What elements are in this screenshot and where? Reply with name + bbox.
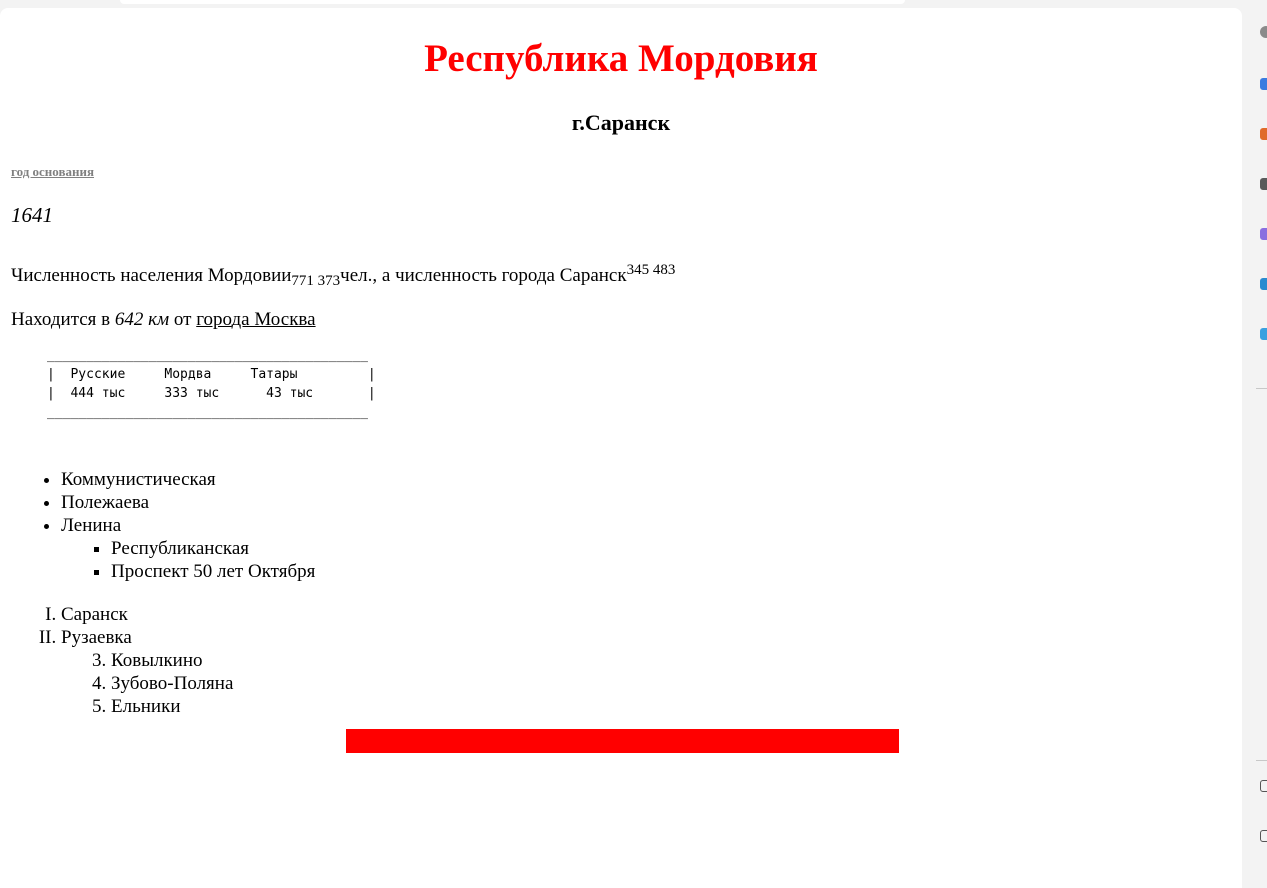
red-divider-bar [346, 729, 899, 753]
distance-value: 642 км [114, 309, 170, 330]
distance-text-start: Находится в [11, 309, 115, 330]
moscow-link-part1[interactable]: горо [196, 309, 232, 330]
list-item: II. Рузаевка [61, 626, 132, 649]
list-item: 3. Ковылкино [111, 649, 233, 672]
population-text [11, 255, 675, 296]
nationalities-table [47, 346, 376, 422]
city-population-value: 345 483 [626, 262, 676, 278]
copilot-icon[interactable] [1260, 78, 1267, 90]
page-content [0, 8, 1242, 888]
list-item [61, 514, 315, 583]
list-item: • Полежаева [61, 491, 315, 514]
region-population-value: 771 373 [291, 273, 341, 289]
table-header-row: | Русские Мордва Татары | [47, 367, 376, 382]
population-text-middle: чел., а численность города Саранск [340, 265, 627, 286]
sidebar-separator [1256, 388, 1267, 389]
cities-numbered-list [61, 649, 233, 718]
streets-list [11, 468, 315, 583]
table-bottom-border: _________________________________________ [47, 405, 368, 420]
search-icon[interactable] [1260, 26, 1267, 38]
shopping-icon[interactable] [1260, 128, 1267, 140]
list-item: ▪ Республиканская [111, 537, 315, 560]
nested-streets-list [61, 537, 315, 583]
table-top-border: _________________________________________ [47, 348, 368, 363]
list-item-label: Ленина [61, 515, 122, 536]
founded-year-link[interactable]: год основания [11, 164, 95, 179]
list-item: I. Саранск [61, 603, 132, 626]
table-values-row: | 444 тыс 333 тыс 43 тыс | [47, 386, 376, 401]
cities-roman-list [11, 603, 132, 649]
settings-icon[interactable] [1260, 830, 1267, 842]
distance-text-middle: от [169, 309, 197, 330]
browser-top-strip [120, 0, 905, 4]
page-title: Республика Мордовия [424, 37, 818, 80]
tools-icon[interactable] [1260, 178, 1267, 190]
office-icon[interactable] [1260, 278, 1267, 290]
founded-year: 1641 [11, 203, 53, 227]
moscow-link-part2[interactable]: да Москва [231, 309, 316, 330]
population-text-start: Численность населения Мордовии [11, 265, 292, 286]
list-item: 4. Зубово-Поляна [111, 672, 233, 695]
city-heading: г.Саранск [571, 110, 671, 135]
outlook-icon[interactable] [1260, 328, 1267, 340]
browser-sidebar [1244, 0, 1267, 873]
distance-text [11, 306, 316, 334]
list-item: ▪ Проспект 50 лет Октября [111, 560, 315, 583]
list-item: 5. Ельники [111, 695, 233, 718]
sidebar-panel-icon[interactable] [1260, 780, 1267, 792]
games-icon[interactable] [1260, 228, 1267, 240]
list-item: • Коммунистическая [61, 468, 315, 491]
sidebar-separator [1256, 760, 1267, 761]
